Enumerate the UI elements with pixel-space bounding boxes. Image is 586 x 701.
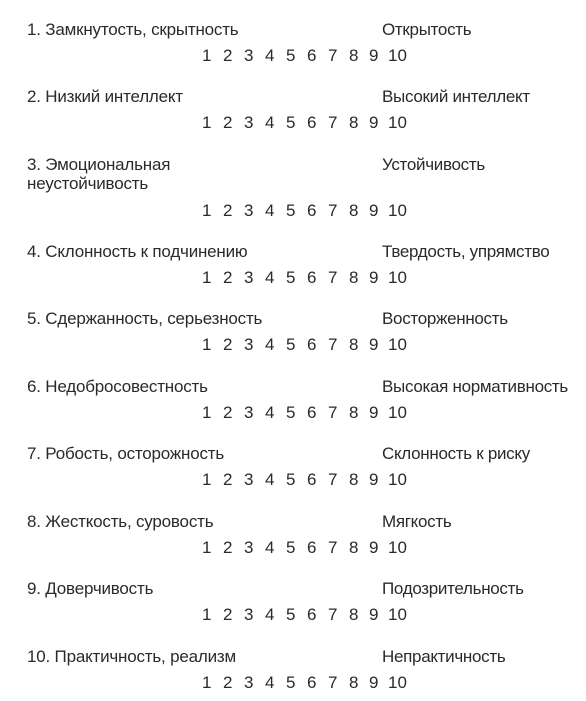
scale-number-9[interactable]: 9	[369, 673, 379, 692]
scale-number-9[interactable]: 9	[369, 46, 379, 65]
scale-number-9[interactable]: 9	[369, 335, 379, 354]
scale-item	[0, 309, 586, 358]
scale-number-7[interactable]: 7	[328, 673, 338, 692]
scale-item	[0, 242, 586, 291]
scale-number-7[interactable]: 7	[328, 201, 338, 220]
scale-number-1[interactable]: 1	[202, 538, 212, 557]
scale-number-5[interactable]: 5	[286, 268, 296, 287]
scale-rating-numbers	[200, 45, 420, 67]
scale-number-4[interactable]: 4	[265, 403, 275, 422]
scale-number-4[interactable]: 4	[265, 201, 275, 220]
scale-number-2[interactable]: 2	[223, 46, 233, 65]
scale-right-label: Открытость	[382, 20, 472, 39]
scale-number-3[interactable]: 3	[244, 335, 254, 354]
scale-number-5[interactable]: 5	[286, 113, 296, 132]
scale-number-3[interactable]: 3	[244, 605, 254, 624]
scale-number-9[interactable]: 9	[369, 403, 379, 422]
scale-number-10[interactable]: 10	[388, 403, 407, 422]
scale-right-label: Восторженность	[382, 309, 508, 328]
scale-number-4[interactable]: 4	[265, 268, 275, 287]
scale-number-8[interactable]: 8	[349, 113, 359, 132]
scale-number-8[interactable]: 8	[349, 605, 359, 624]
scale-number-9[interactable]: 9	[369, 470, 379, 489]
scale-number-5[interactable]: 5	[286, 403, 296, 422]
scale-number-5[interactable]: 5	[286, 605, 296, 624]
scale-number-4[interactable]: 4	[265, 470, 275, 489]
scale-number-3[interactable]: 3	[244, 403, 254, 422]
scale-number-1[interactable]: 1	[202, 673, 212, 692]
scale-number-10[interactable]: 10	[388, 113, 407, 132]
scale-number-3[interactable]: 3	[244, 113, 254, 132]
scale-number-9[interactable]: 9	[369, 268, 379, 287]
scale-number-10[interactable]: 10	[388, 201, 407, 220]
scale-number-4[interactable]: 4	[265, 605, 275, 624]
scale-number-6[interactable]: 6	[307, 470, 317, 489]
scale-number-3[interactable]: 3	[244, 268, 254, 287]
scale-number-3[interactable]: 3	[244, 673, 254, 692]
scale-item	[0, 444, 586, 493]
scale-right-label: Непрактичность	[382, 647, 506, 666]
scale-left-label: 7. Робость, осторожность	[27, 444, 225, 463]
scale-number-1[interactable]: 1	[202, 470, 212, 489]
scale-item	[0, 579, 586, 628]
scale-left-label: 9. Доверчивость	[27, 579, 154, 598]
scale-number-6[interactable]: 6	[307, 268, 317, 287]
scale-number-8[interactable]: 8	[349, 268, 359, 287]
scale-item	[0, 20, 586, 69]
scale-left-label: 3. Эмоциональная неустойчивость	[27, 155, 171, 193]
scale-rating-numbers	[200, 537, 420, 559]
scale-number-2[interactable]: 2	[223, 113, 233, 132]
scale-right-label: Высокий интеллект	[382, 87, 530, 106]
scale-item	[0, 155, 586, 224]
scale-number-3[interactable]: 3	[244, 538, 254, 557]
scale-number-5[interactable]: 5	[286, 470, 296, 489]
scale-number-10[interactable]: 10	[388, 538, 407, 557]
scale-left-label: 1. Замкнутость, скрытность	[27, 20, 239, 39]
scale-number-2[interactable]: 2	[223, 335, 233, 354]
scale-number-1[interactable]: 1	[202, 113, 212, 132]
scale-number-3[interactable]: 3	[244, 201, 254, 220]
scale-number-7[interactable]: 7	[328, 113, 338, 132]
scale-number-9[interactable]: 9	[369, 201, 379, 220]
scale-number-10[interactable]: 10	[388, 605, 407, 624]
scale-right-label: Устойчивость	[382, 155, 485, 174]
scale-number-1[interactable]: 1	[202, 403, 212, 422]
scale-number-10[interactable]: 10	[388, 268, 407, 287]
scale-number-6[interactable]: 6	[307, 335, 317, 354]
scale-number-7[interactable]: 7	[328, 335, 338, 354]
scale-number-6[interactable]: 6	[307, 201, 317, 220]
scale-number-4[interactable]: 4	[265, 46, 275, 65]
scale-rating-numbers	[200, 604, 420, 626]
scale-number-5[interactable]: 5	[286, 335, 296, 354]
scale-rating-numbers	[200, 334, 420, 356]
scale-rating-numbers	[200, 469, 420, 491]
scale-item	[0, 377, 586, 426]
scale-number-6[interactable]: 6	[307, 46, 317, 65]
scale-number-5[interactable]: 5	[286, 538, 296, 557]
scale-left-label: 2. Низкий интеллект	[27, 87, 183, 106]
scale-right-label: Подозрительность	[382, 579, 524, 598]
scale-rating-numbers	[200, 267, 420, 289]
scale-number-6[interactable]: 6	[307, 538, 317, 557]
scale-number-6[interactable]: 6	[307, 673, 317, 692]
scale-item	[0, 512, 586, 561]
scale-number-2[interactable]: 2	[223, 470, 233, 489]
scale-number-1[interactable]: 1	[202, 46, 212, 65]
scale-number-10[interactable]: 10	[388, 470, 407, 489]
scale-number-4[interactable]: 4	[265, 113, 275, 132]
scale-number-4[interactable]: 4	[265, 673, 275, 692]
scale-number-3[interactable]: 3	[244, 46, 254, 65]
scale-number-8[interactable]: 8	[349, 46, 359, 65]
scale-number-6[interactable]: 6	[307, 403, 317, 422]
scale-item	[0, 87, 586, 136]
scale-number-7[interactable]: 7	[328, 470, 338, 489]
scale-number-7[interactable]: 7	[328, 605, 338, 624]
scale-number-9[interactable]: 9	[369, 605, 379, 624]
scale-left-label: 4. Склонность к подчинению	[27, 242, 248, 261]
scale-right-label: Высокая нормативность	[382, 377, 568, 396]
scale-left-label: 5. Сдержанность, серьезность	[27, 309, 263, 328]
scale-number-9[interactable]: 9	[369, 113, 379, 132]
scale-number-2[interactable]: 2	[223, 403, 233, 422]
scale-number-8[interactable]: 8	[349, 403, 359, 422]
scale-right-label: Мягкость	[382, 512, 452, 531]
scale-rating-numbers	[200, 402, 420, 424]
scale-number-4[interactable]: 4	[265, 335, 275, 354]
scale-number-2[interactable]: 2	[223, 268, 233, 287]
scale-number-1[interactable]: 1	[202, 605, 212, 624]
scale-left-label: 6. Недобросовестность	[27, 377, 208, 396]
scale-rating-numbers	[200, 672, 420, 694]
scale-right-label: Склонность к риску	[382, 444, 530, 463]
scale-number-7[interactable]: 7	[328, 268, 338, 287]
scale-number-1[interactable]: 1	[202, 201, 212, 220]
scale-number-5[interactable]: 5	[286, 46, 296, 65]
scale-number-5[interactable]: 5	[286, 673, 296, 692]
scale-number-7[interactable]: 7	[328, 538, 338, 557]
scale-number-8[interactable]: 8	[349, 538, 359, 557]
scale-number-10[interactable]: 10	[388, 46, 407, 65]
scale-number-10[interactable]: 10	[388, 335, 407, 354]
scale-rating-numbers	[200, 112, 420, 134]
scale-left-label: 10. Практичность, реализм	[27, 647, 236, 666]
scale-number-8[interactable]: 8	[349, 470, 359, 489]
scale-number-2[interactable]: 2	[223, 673, 233, 692]
scale-number-1[interactable]: 1	[202, 268, 212, 287]
scale-number-7[interactable]: 7	[328, 403, 338, 422]
scale-number-6[interactable]: 6	[307, 113, 317, 132]
scale-number-5[interactable]: 5	[286, 201, 296, 220]
scale-number-6[interactable]: 6	[307, 605, 317, 624]
scale-number-8[interactable]: 8	[349, 673, 359, 692]
scale-number-8[interactable]: 8	[349, 335, 359, 354]
scale-number-2[interactable]: 2	[223, 538, 233, 557]
scale-item	[0, 647, 586, 696]
scale-number-3[interactable]: 3	[244, 470, 254, 489]
scale-left-label: 8. Жесткость, суровость	[27, 512, 214, 531]
scale-number-10[interactable]: 10	[388, 673, 407, 692]
scale-rating-numbers	[200, 200, 420, 222]
scale-number-4[interactable]: 4	[265, 538, 275, 557]
scale-right-label: Твердость, упрямство	[382, 242, 550, 261]
scale-number-2[interactable]: 2	[223, 201, 233, 220]
scale-number-7[interactable]: 7	[328, 46, 338, 65]
scale-number-1[interactable]: 1	[202, 335, 212, 354]
scale-number-8[interactable]: 8	[349, 201, 359, 220]
scale-number-9[interactable]: 9	[369, 538, 379, 557]
scale-number-2[interactable]: 2	[223, 605, 233, 624]
